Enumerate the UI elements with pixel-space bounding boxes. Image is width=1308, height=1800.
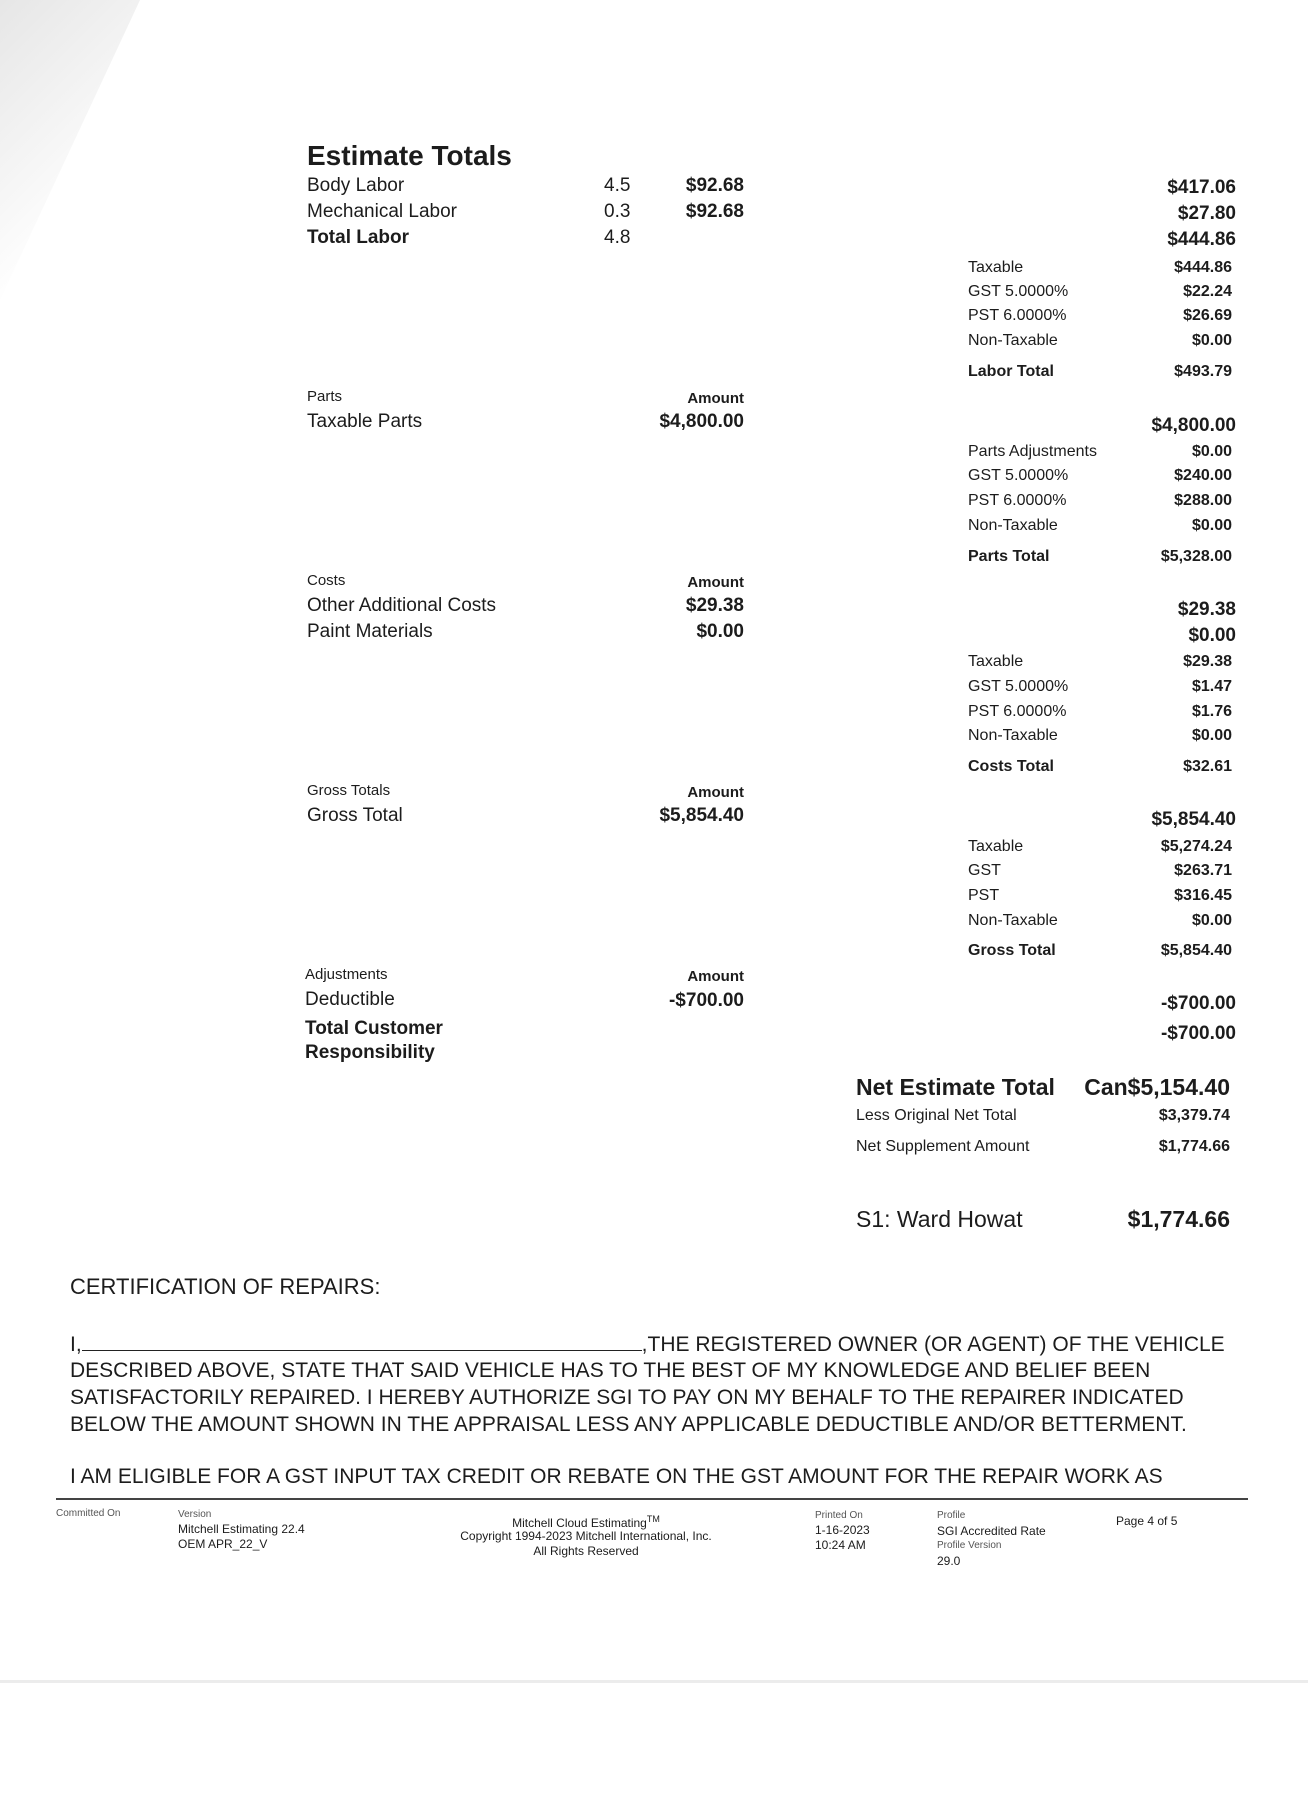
supplement-s1-label: S1: Ward Howat [856,1206,1023,1232]
gross-gst-value: $263.71 [1174,862,1232,879]
profile-version-value: 29.0 [937,1554,961,1568]
gross-total-value: $5,854.40 [1160,942,1232,959]
parts-nontaxable-value: $0.00 [1191,517,1232,534]
body-labor-total: $417.06 [1167,177,1236,198]
costs-taxable-value: $29.38 [1183,653,1232,670]
gross-total-amount: $5,854.40 [659,805,744,826]
labor-taxable-value: $444.86 [1174,259,1232,276]
parts-adjustments-label: Parts Adjustments [968,443,1097,460]
gross-nontaxable-value: $0.00 [1191,912,1232,929]
certification-line-3: SATISFACTORILY REPAIRED. I HEREBY AUTHORIZE SGI TO PAY ON MY BEHALF TO THE REPAIRER INDICATED [70,1386,1184,1409]
product-name-text: Mitchell Cloud Estimating [512,1516,647,1530]
gross-gst-label: GST [968,862,1001,879]
profile-value: SGI Accredited Rate [937,1524,1046,1538]
trademark-mark: TM [646,1514,660,1524]
certification-line-1-suffix: ,THE REGISTERED OWNER (OR AGENT) OF THE VEHICLE [641,1333,1225,1356]
parts-adjustments-value: $0.00 [1191,443,1232,460]
gross-total-row-total: $5,854.40 [1151,809,1236,830]
taxable-parts-amount: $4,800.00 [659,411,744,432]
version-label: Version [178,1509,212,1520]
total-labor-label: Total Labor [307,227,410,248]
costs-total-value: $32.61 [1183,758,1232,775]
printed-on-label: Printed On [815,1510,863,1521]
parts-total-label: Parts Total [968,548,1050,565]
gross-total-row-label: Gross Total [307,805,403,826]
estimate-totals-title: Estimate Totals [307,140,512,171]
adjustments-amount-header: Amount [687,968,744,985]
costs-amount-header: Amount [687,574,744,591]
parts-pst-value: $288.00 [1174,492,1232,509]
gross-pst-label: PST [968,887,1000,904]
total-customer-responsibility-total: -$700.00 [1160,1023,1236,1044]
taxable-parts-total: $4,800.00 [1151,415,1236,436]
costs-taxable-label: Taxable [968,653,1024,670]
net-supplement-amount-value: $1,774.66 [1158,1138,1230,1155]
less-original-net-total-label: Less Original Net Total [856,1107,1017,1124]
body-labor-rate: $92.68 [685,175,744,196]
owner-name-blank[interactable] [82,1332,642,1351]
other-additional-costs-label: Other Additional Costs [307,595,497,616]
version-value-1: Mitchell Estimating 22.4 [178,1522,305,1536]
gross-total-label: Gross Total [968,942,1056,959]
printed-time: 10:24 AM [815,1538,866,1552]
parts-pst-label: PST 6.0000% [968,492,1067,509]
net-estimate-total-label: Net Estimate Total [856,1074,1055,1100]
taxable-parts-label: Taxable Parts [307,411,423,432]
labor-gst-label: GST 5.0000% [968,283,1069,300]
other-additional-costs-amount: $29.38 [685,595,744,616]
profile-version-label: Profile Version [937,1540,1002,1551]
labor-pst-value: $26.69 [1183,307,1232,324]
parts-gst-value: $240.00 [1174,467,1232,484]
costs-gst-value: $1.47 [1191,678,1232,695]
labor-total-label: Labor Total [968,363,1054,380]
body-labor-hours: 4.5 [604,175,631,196]
printed-date: 1-16-2023 [815,1523,870,1537]
certification-line-5: I AM ELIGIBLE FOR A GST INPUT TAX CREDIT OR REBATE ON THE GST AMOUNT FOR THE REPAIR WORK AS [70,1465,1163,1488]
mechanical-labor-total: $27.80 [1177,203,1236,224]
gross-taxable-value: $5,274.24 [1160,838,1232,855]
gross-nontaxable-label: Non-Taxable [968,912,1058,929]
copyright-text: Copyright 1994-2023 Mitchell International, Inc. [460,1529,712,1543]
paint-materials-amount: $0.00 [696,621,744,642]
less-original-net-total-value: $3,379.74 [1158,1107,1230,1124]
labor-nontaxable-value: $0.00 [1191,332,1232,349]
mechanical-labor-rate: $92.68 [685,201,744,222]
gross-amount-header: Amount [687,784,744,801]
parts-header: Parts [307,388,343,405]
parts-amount-header: Amount [687,390,744,407]
total-customer-responsibility-label-2: Responsibility [305,1042,435,1063]
costs-nontaxable-label: Non-Taxable [968,727,1058,744]
parts-nontaxable-label: Non-Taxable [968,517,1058,534]
parts-total-value: $5,328.00 [1160,548,1232,565]
costs-pst-value: $1.76 [1191,703,1232,720]
labor-nontaxable-label: Non-Taxable [968,332,1058,349]
mechanical-labor-hours: 0.3 [604,201,631,222]
parts-gst-label: GST 5.0000% [968,467,1069,484]
labor-gst-value: $22.24 [1183,283,1232,300]
adjustments-header: Adjustments [305,966,388,983]
version-value-2: OEM APR_22_V [178,1537,268,1551]
costs-pst-label: PST 6.0000% [968,703,1067,720]
supplement-s1-value: $1,774.66 [1127,1206,1230,1232]
total-customer-responsibility-label-1: Total Customer [305,1018,443,1039]
product-name [448,1514,724,1530]
certification-title: CERTIFICATION OF REPAIRS: [70,1274,381,1299]
gross-totals-header: Gross Totals [307,782,391,799]
certification-line-1 [70,1332,1225,1357]
net-estimate-total-value: Can$5,154.40 [1084,1074,1230,1100]
paint-materials-total: $0.00 [1188,625,1236,646]
rights-text: All Rights Reserved [533,1544,639,1558]
costs-total-label: Costs Total [968,758,1054,775]
labor-pst-label: PST 6.0000% [968,307,1067,324]
footer-divider [56,1498,1248,1500]
certification-line-2: DESCRIBED ABOVE, STATE THAT SAID VEHICLE HAS TO THE BEST OF MY KNOWLEDGE AND BELIEF BEEN [70,1359,1151,1382]
net-supplement-amount-label: Net Supplement Amount [856,1138,1030,1155]
gross-taxable-label: Taxable [968,838,1024,855]
labor-total-value: $493.79 [1174,363,1232,380]
labor-taxable-label: Taxable [968,259,1024,276]
paint-materials-label: Paint Materials [307,621,433,642]
costs-header: Costs [307,572,346,589]
deductible-label: Deductible [305,989,395,1010]
deductible-total: -$700.00 [1160,993,1236,1014]
certification-line-1-prefix: I, [70,1333,82,1356]
costs-nontaxable-value: $0.00 [1191,727,1232,744]
costs-gst-label: GST 5.0000% [968,678,1069,695]
body-labor-label: Body Labor [307,175,405,196]
certification-line-4: BELOW THE AMOUNT SHOWN IN THE APPRAISAL LESS ANY APPLICABLE DEDUCTIBLE AND/OR BETTERMENT. [70,1413,1187,1436]
paper-bottom-edge [0,1680,1308,1683]
other-additional-costs-total: $29.38 [1177,599,1236,620]
page-fold-shadow [0,0,140,300]
committed-on-label: Committed On [56,1508,121,1519]
page-number: Page 4 of 5 [1116,1514,1178,1528]
total-labor-total: $444.86 [1167,229,1236,250]
deductible-amount: -$700.00 [668,990,744,1011]
mechanical-labor-label: Mechanical Labor [307,201,457,222]
total-labor-hours: 4.8 [604,227,631,248]
gross-pst-value: $316.45 [1174,887,1232,904]
profile-label: Profile [937,1510,966,1521]
